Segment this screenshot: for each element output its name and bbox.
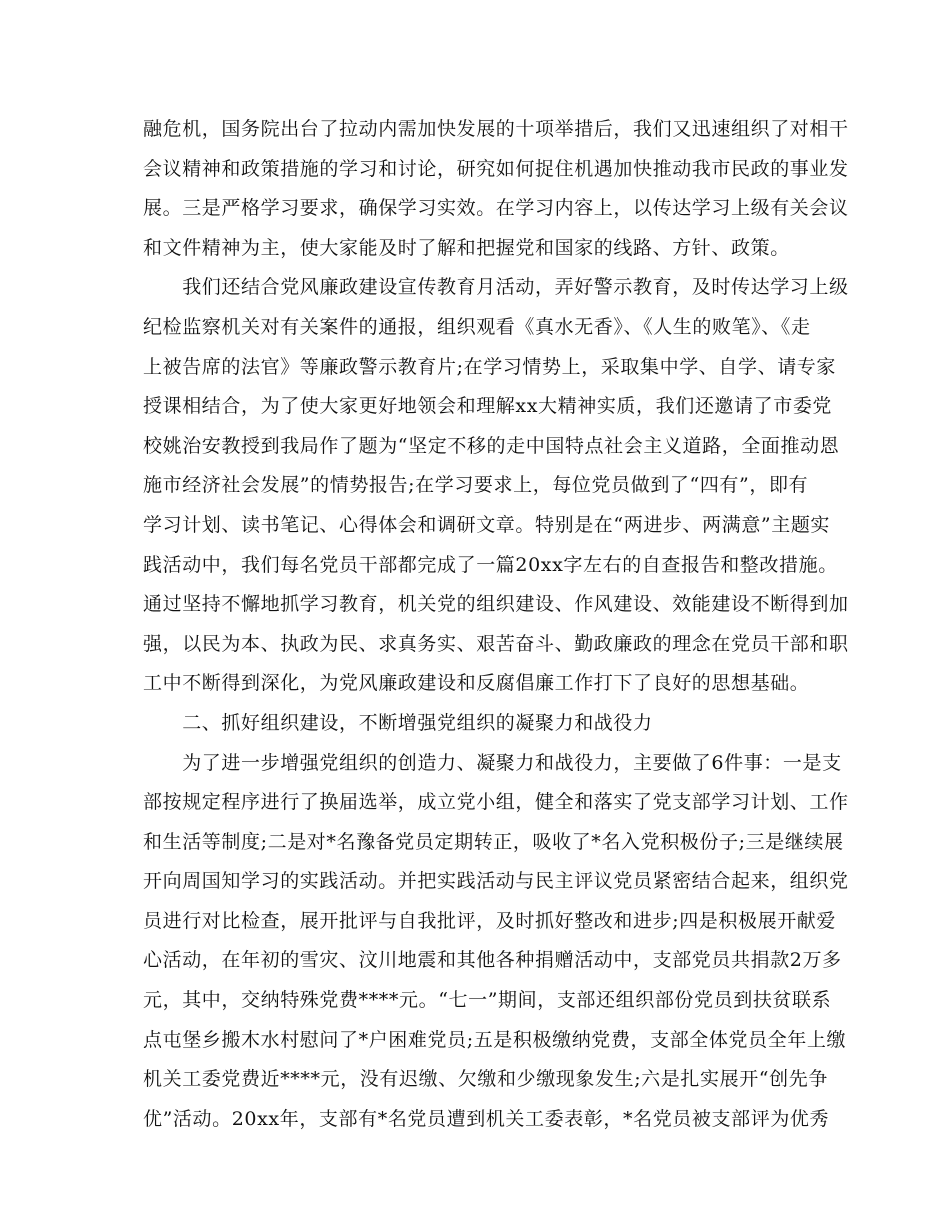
paragraph-2 (143, 268, 849, 704)
text-line: 校姚治安教授到我局作了题为“坚定不移的走中国特点社会主义道路，全面推动恩 (143, 434, 840, 457)
text-line: 优”活动。20xx年，支部有*名党员遭到机关工委表彰，*名党员被支部评为优秀 (143, 1107, 830, 1130)
text-line: 员进行对比检查，展开批评与自我批评，及时抓好整改和进步;四是积极展开献爱 (143, 909, 837, 932)
text-line: 部按规定程序进行了换届选举，成立党小组，健全和落实了党支部学习计划、工作 (143, 791, 849, 814)
text-line: 和生活等制度;二是对*名豫备党员定期转正，吸收了*名入党积极份子;三是继续展 (143, 830, 844, 853)
text-line: 上被告席的法官》等廉政警示教育片;在学习情势上，采取集中学、自学、请专家 (143, 355, 837, 378)
text-line: 展。三是严格学习要求，确保学习实效。在学习内容上，以传达学习上级有关会议 (143, 197, 849, 220)
text-line: 机关工委党费近****元，没有迟缴、欠缴和少缴现象发生;六是扎实展开“创先争 (143, 1068, 828, 1091)
text-line: 工中不断得到深化，为党风廉政建设和反腐倡廉工作打下了良好的思想基础。 (143, 672, 810, 695)
text-line: 我们还结合党风廉政建设宣传教育月活动，弄好警示教育，及时传达学习上级 (143, 276, 849, 299)
text-line: 元，其中，交纳特殊党费****元。“七一”期间，支部还组织部份党员到扶贫联系 (143, 989, 832, 1012)
paragraph-4 (143, 744, 849, 1140)
paragraph-1 (143, 110, 849, 268)
section-heading (143, 704, 811, 744)
text-line: 践活动中，我们每名党员干部都完成了一篇20xx字左右的自查报告和整改措施。 (143, 553, 838, 576)
document-body (143, 110, 849, 1139)
text-line: 纪检监察机关对有关案件的通报，组织观看《真水无香》、《人生的败笔》、《走 (143, 315, 811, 338)
text-line: 会议精神和政策措施的学习和讨论，研究如何捉住机遇加快推动我市民政的事业发 (143, 157, 849, 180)
text-line: 融危机，国务院出台了拉动内需加快发展的十项举措后，我们又迅速组织了对相干 (143, 118, 849, 140)
text-line: 授课相结合，为了使大家更好地领会和理解xx大精神实质，我们还邀请了市委党 (143, 395, 833, 418)
text-line: 和文件精神为主，使大家能及时了解和把握党和国家的线路、方针、政策。 (143, 236, 790, 259)
text-line: 通过坚持不懈地抓学习教育，机关党的组织建设、作风建设、效能建设不断得到加 (143, 593, 849, 616)
text-line: 点屯堡乡搬木水村慰问了*户困难党员;五是积极缴纳党费，支部全体党员全年上缴 (143, 1028, 847, 1051)
text-line: 为了进一步增强党组织的创造力、凝聚力和战役力，主要做了6件事：一是支 (143, 751, 842, 774)
heading-line: 二、抓好组织建设，不断增强党组织的凝聚力和战役力 (143, 711, 653, 734)
text-line: 开向周国知学习的实践活动。并把实践活动与民主评议党员紧密结合起来，组织党 (143, 870, 849, 893)
text-line: 心活动，在年初的雪灾、汶川地震和其他各种捐赠活动中，支部党员共捐款2万多 (143, 949, 842, 972)
text-line: 学习计划、读书笔记、心得体会和调研文章。特别是在“两进步、两满意”主题实 (143, 513, 831, 536)
text-line: 强，以民为本、执政为民、求真务实、艰苦奋斗、勤政廉政的理念在党员干部和职 (143, 632, 849, 655)
text-line: 施市经济社会发展”的情势报告;在学习要求上，每位党员做到了“四有”，即有 (143, 474, 809, 497)
